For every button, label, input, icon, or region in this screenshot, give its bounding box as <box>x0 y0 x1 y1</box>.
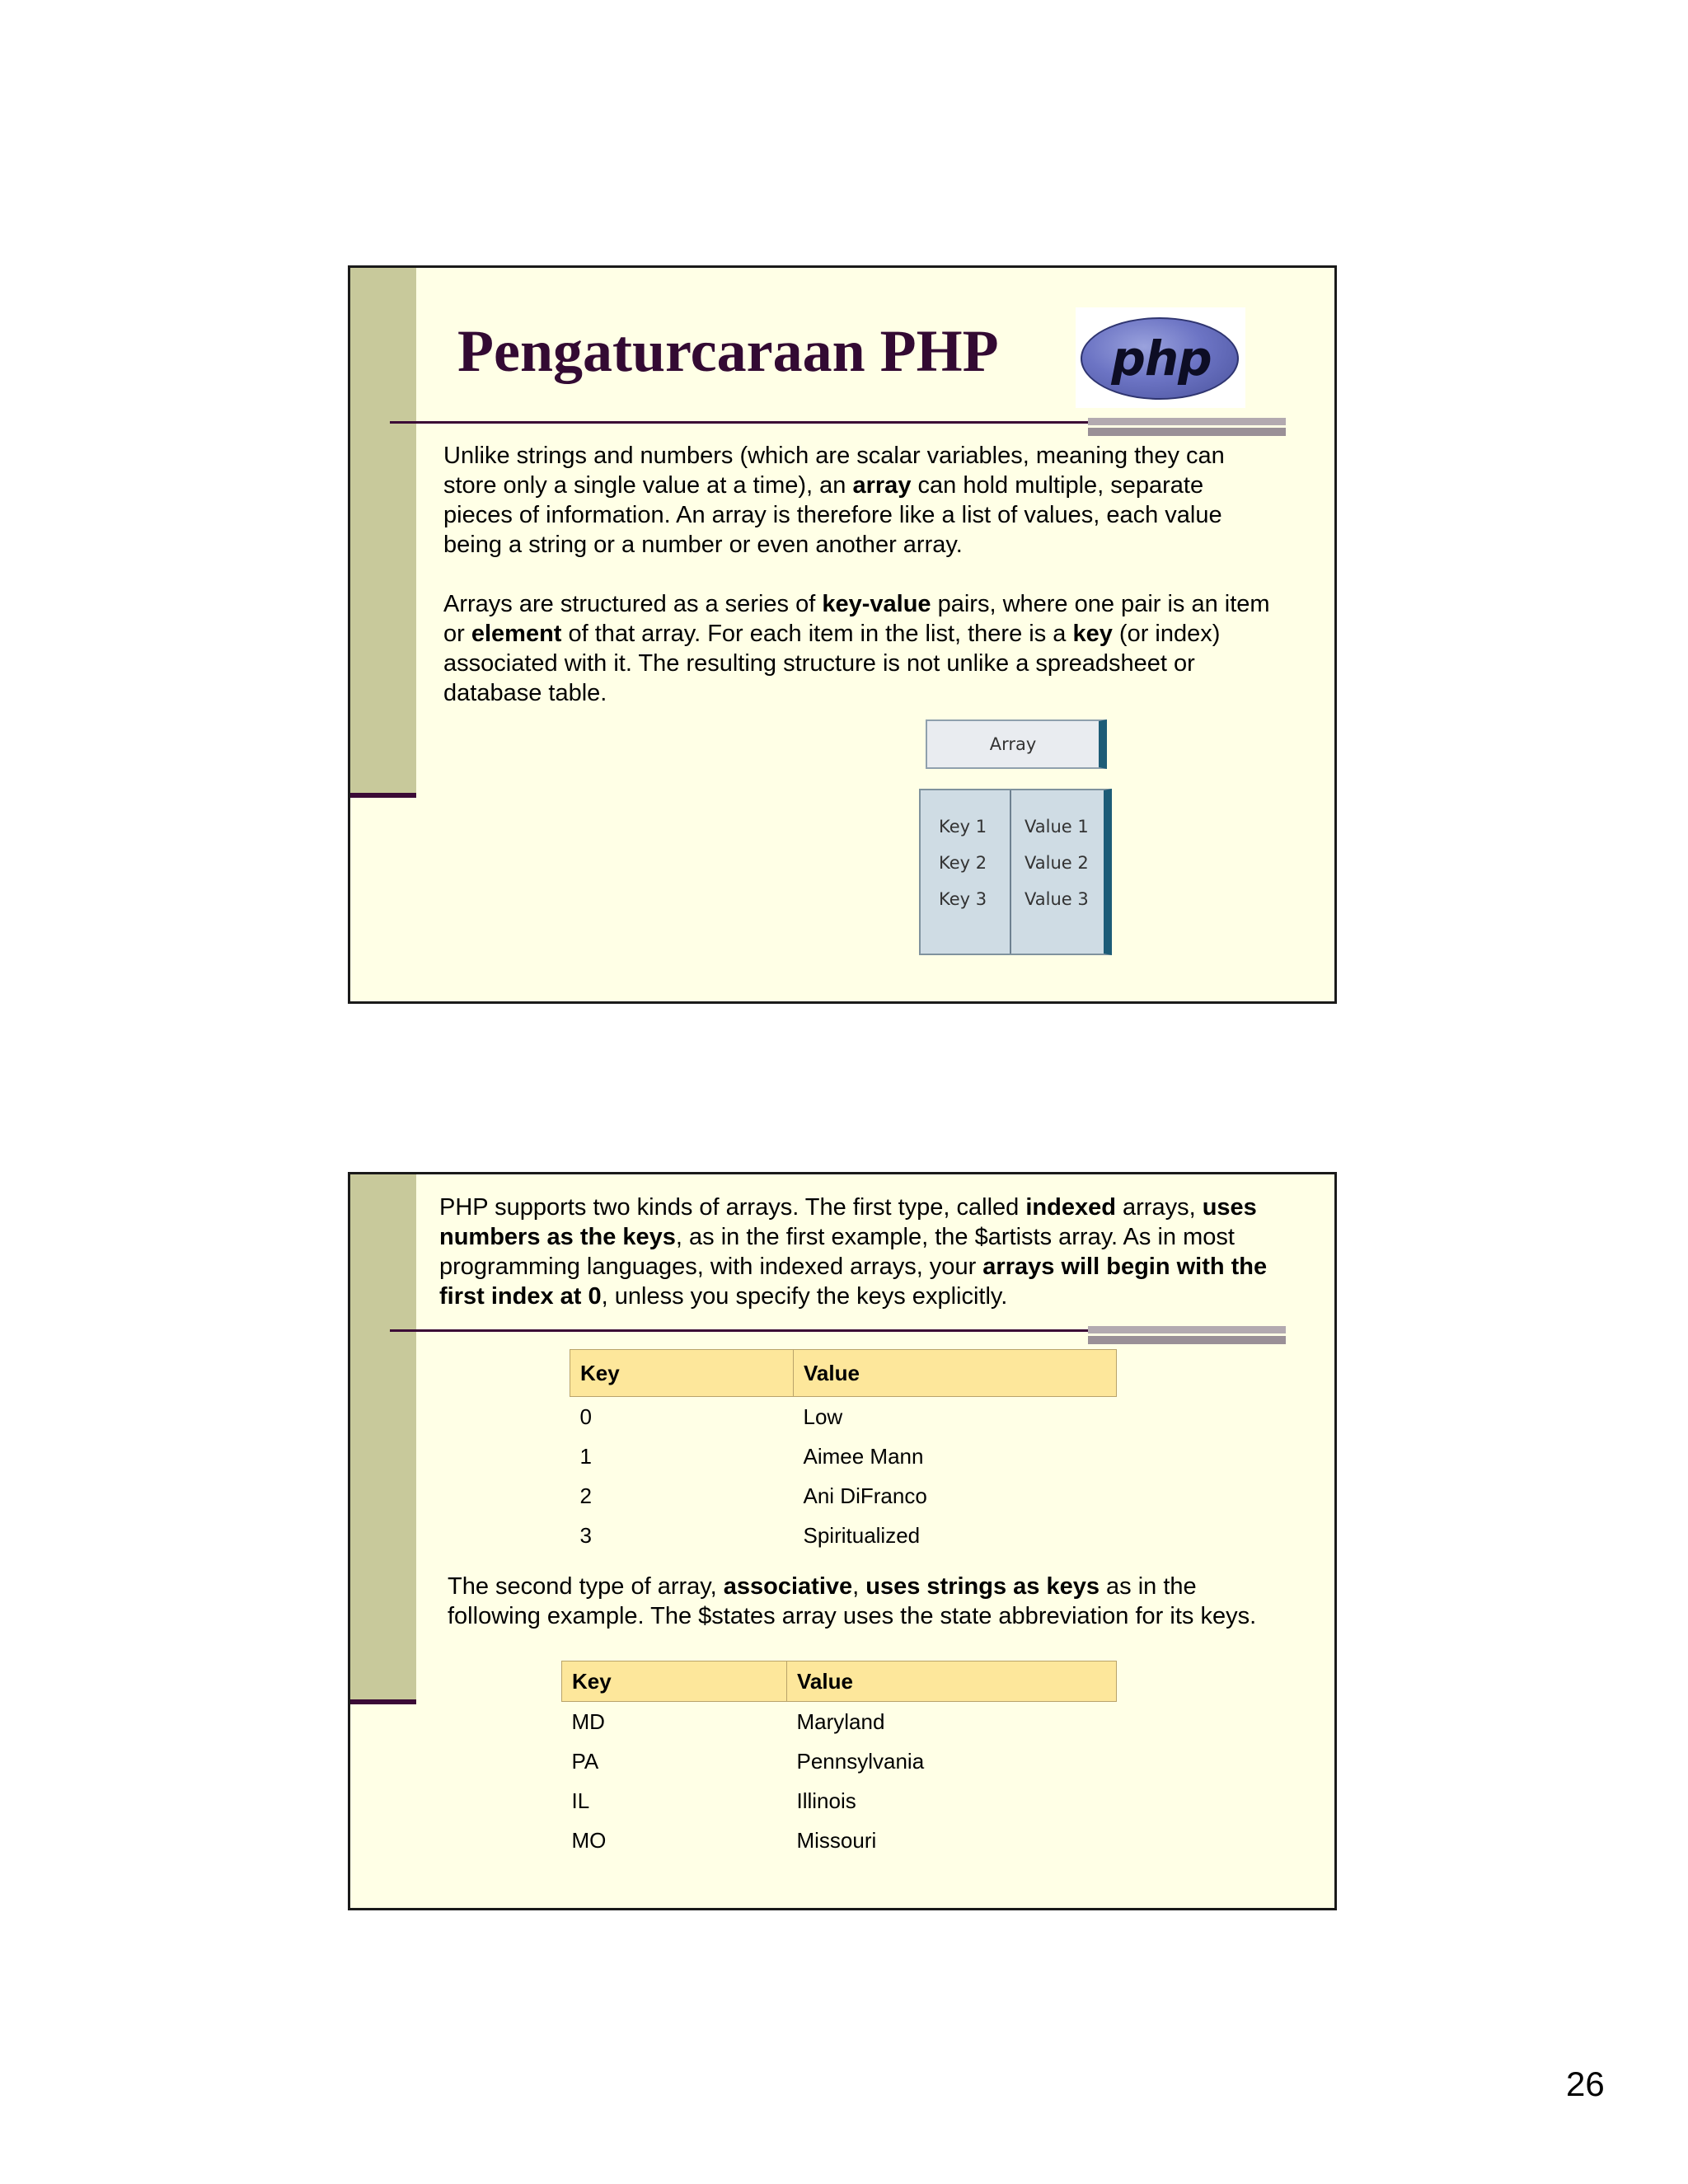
bold-term: indexed <box>1025 1194 1116 1221</box>
paragraph-indexed-arrays <box>439 1193 1296 1311</box>
diagram-key: Key 3 <box>939 889 987 909</box>
slide-body-intro <box>439 1193 1296 1311</box>
paragraph-key-value <box>443 589 1276 708</box>
table-row <box>570 1436 1117 1476</box>
cell-value: Ani DiFranco <box>803 1483 927 1508</box>
cell-value: Spiritualized <box>803 1522 921 1548</box>
cell-key: IL <box>571 1788 590 1813</box>
diagram-key: Key 1 <box>939 817 987 837</box>
slide-body-associative <box>448 1572 1272 1631</box>
column-header-key: Key <box>570 1350 794 1397</box>
cell-value: Illinois <box>796 1788 856 1813</box>
sidebar-accent <box>350 793 416 798</box>
bold-term: associative <box>723 1573 853 1600</box>
slide-array-intro <box>348 265 1337 1004</box>
diagram-value: Value 2 <box>1025 853 1089 873</box>
text-run: of that array. For each item in the list, there is a <box>561 621 1073 647</box>
cell-key: 3 <box>579 1522 592 1548</box>
diagram-value: Value 3 <box>1025 889 1089 909</box>
bold-term: uses strings as keys <box>865 1573 1100 1600</box>
slide-title: Pengaturcaraan PHP <box>457 318 999 384</box>
php-logo <box>1076 307 1245 408</box>
bold-term: array <box>852 472 912 499</box>
array-diagram-divider <box>1010 790 1011 954</box>
paragraph-associative-arrays <box>448 1572 1272 1631</box>
cell-key: 1 <box>579 1443 592 1469</box>
slide-sidebar <box>350 268 416 795</box>
table-row <box>562 1781 1117 1821</box>
cell-value: Maryland <box>796 1708 885 1734</box>
bold-term: arrays will begin with the first index at 0 <box>439 1254 1268 1310</box>
cell-value: Aimee Mann <box>803 1443 924 1469</box>
slide-sidebar <box>350 1174 416 1702</box>
slide-body <box>443 441 1276 708</box>
sidebar-accent <box>350 1699 416 1704</box>
slide-array-types <box>348 1172 1337 1910</box>
cell-key: MO <box>571 1827 607 1853</box>
text-run: , unless you specify the keys explicitly. <box>601 1283 1008 1310</box>
table-header-row <box>562 1661 1117 1702</box>
page-number: 26 <box>1566 2064 1605 2103</box>
text-run: can hold multiple, separate pieces of information. An array is therefore like a list of values, each value being a string or a number or even another array. <box>443 472 1222 558</box>
array-diagram-title: Array <box>926 719 1107 769</box>
divider-accent-bar <box>1088 418 1286 436</box>
table-row <box>570 1397 1117 1437</box>
array-diagram-keys <box>939 808 987 917</box>
table-row <box>570 1516 1117 1555</box>
paragraph-array-definition <box>443 441 1276 560</box>
text-run: Arrays are structured as a series of <box>443 591 823 617</box>
bold-term: key-value <box>822 591 931 617</box>
text-run: arrays, <box>1115 1194 1203 1221</box>
column-header-value: Value <box>794 1350 1117 1397</box>
table-row <box>570 1476 1117 1516</box>
table-row <box>562 1821 1117 1860</box>
bold-term: element <box>471 621 562 647</box>
diagram-value: Value 1 <box>1025 817 1089 837</box>
associative-array-table <box>561 1661 1117 1860</box>
text-run: pairs, where one pair is an item or <box>443 591 1270 647</box>
cell-value: Low <box>803 1404 843 1429</box>
bold-term: key <box>1072 621 1113 647</box>
cell-key: 0 <box>579 1404 592 1429</box>
text-run: (or index) associated with it. The resulting structure is not unlike a spreadsheet or database table. <box>443 621 1221 706</box>
cell-key: MD <box>571 1708 605 1734</box>
diagram-key: Key 2 <box>939 853 987 873</box>
php-logo-oval <box>1081 317 1239 400</box>
bold-term: uses numbers as the keys <box>439 1194 1257 1250</box>
table-row <box>562 1741 1117 1781</box>
text-run: Unlike strings and numbers (which are scalar variables, meaning they can store only a single value at a time), an <box>443 443 1225 499</box>
array-diagram <box>919 789 1112 955</box>
column-header-value: Value <box>787 1661 1117 1702</box>
text-run: The second type of array, <box>448 1573 724 1600</box>
table-row <box>562 1702 1117 1742</box>
php-logo-text: php <box>1111 330 1212 387</box>
array-diagram-values <box>1025 808 1089 917</box>
text-run: , <box>852 1573 866 1600</box>
text-run: as in the following example. The $states array uses the state abbreviation for its keys. <box>448 1573 1257 1629</box>
text-run: PHP supports two kinds of arrays. The first type, called <box>439 1194 1026 1221</box>
column-header-key: Key <box>562 1661 787 1702</box>
table-header-row <box>570 1350 1117 1397</box>
cell-key: PA <box>571 1748 599 1774</box>
indexed-array-table <box>570 1349 1117 1555</box>
divider-accent-bar <box>1088 1326 1286 1344</box>
cell-value: Missouri <box>796 1827 877 1853</box>
text-run: , as in the first example, the $artists array. As in most programming languages, with indexed arrays, your <box>439 1224 1235 1280</box>
cell-value: Pennsylvania <box>796 1748 925 1774</box>
cell-key: 2 <box>579 1483 592 1508</box>
